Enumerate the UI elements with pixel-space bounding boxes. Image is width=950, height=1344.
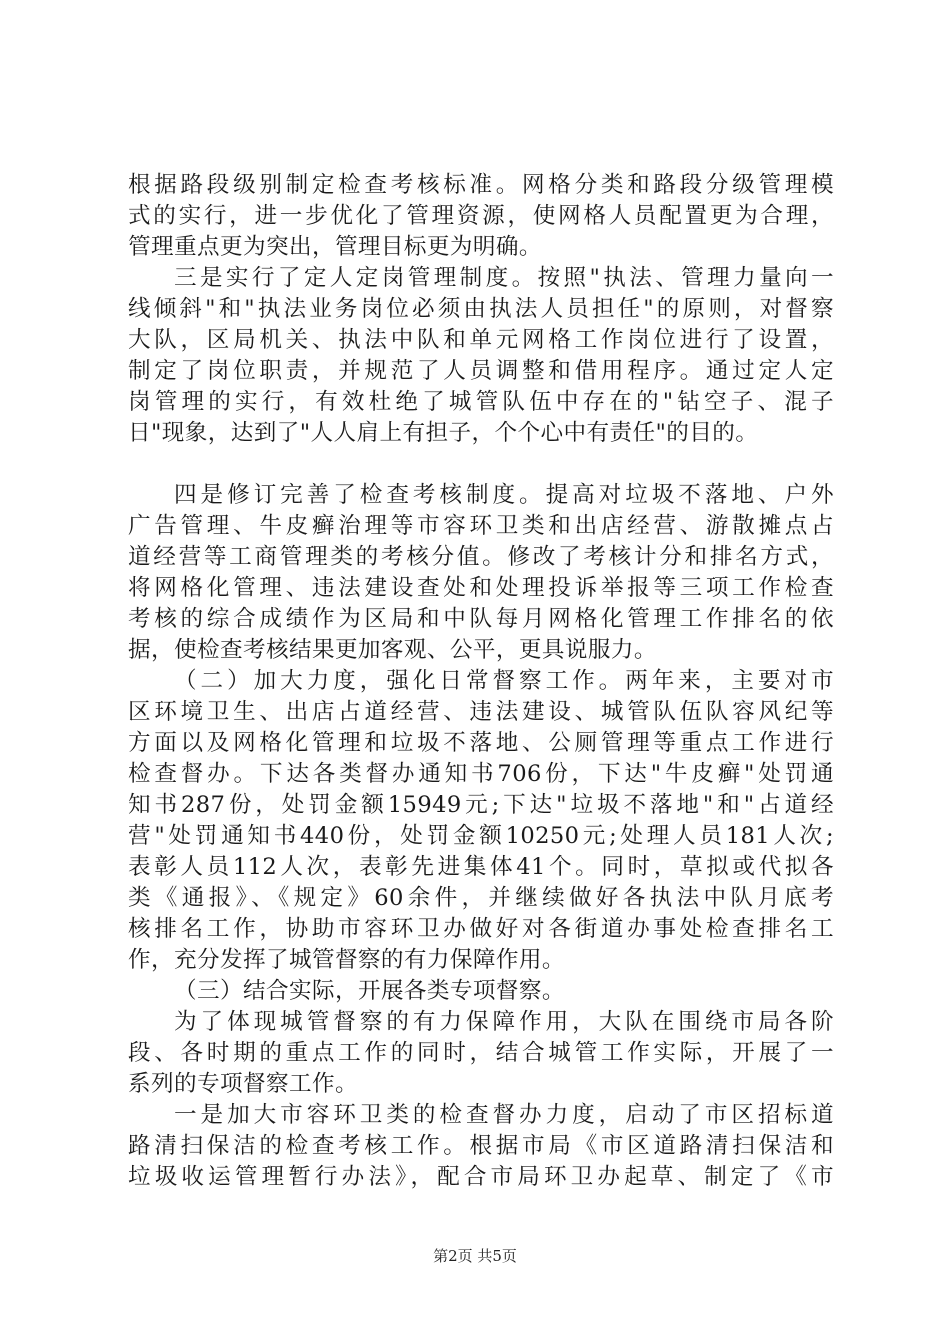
paragraph-gap [128, 449, 834, 480]
text-line: 知书287份，处罚金额15949元;下达"垃圾不落地"和"占道经 [128, 792, 834, 818]
text-line: 式的实行，进一步优化了管理资源，使网格人员配置更为合理， [128, 203, 834, 229]
text-line: 垃圾收运管理暂行办法》，配合市局环卫办起草、制定了《市 [128, 1164, 834, 1190]
text-line: 作，充分发挥了城管督察的有力保障作用。 [128, 947, 565, 973]
section-heading: （三）结合实际，开展各类专项督察。 [174, 978, 565, 1004]
text-line: 道经营等工商管理类的考核分值。修改了考核计分和排名方式， [128, 544, 834, 570]
text-line: 据，使检查考核结果更加客观、公平，更具说服力。 [128, 637, 657, 663]
text-line: 岗管理的实行，有效杜绝了城管队伍中存在的"钻空子、混子 [128, 389, 834, 415]
text-line: （二）加大力度，强化日常督察工作。两年来，主要对市 [174, 668, 834, 694]
page-number-footer: 第2页 共5页 [433, 1247, 517, 1265]
text-line: 制定了岗位职责，并规范了人员调整和借用程序。通过定人定 [128, 358, 834, 384]
text-line: 为了体现城管督察的有力保障作用，大队在围绕市局各阶 [174, 1009, 834, 1035]
text-line: 核排名工作，协助市容环卫办做好对各街道办事处检查排名工 [128, 916, 834, 942]
text-line: 检查督办。下达各类督办通知书706份，下达"牛皮癣"处罚通 [128, 761, 834, 787]
text-line: 系列的专项督察工作。 [128, 1071, 358, 1097]
text-line: 日"现象，达到了"人人肩上有担子，个个心中有责任"的目的。 [128, 420, 759, 446]
text-line: 表彰人员112人次，表彰先进集体41个。同时，草拟或代拟各 [128, 854, 834, 880]
document-body [128, 170, 834, 1193]
text-line: 路清扫保洁的检查考核工作。根据市局《市区道路清扫保洁和 [128, 1133, 834, 1159]
text-line: 考核的综合成绩作为区局和中队每月网格化管理工作排名的依 [128, 606, 834, 632]
text-line: 管理重点更为突出，管理目标更为明确。 [128, 234, 542, 260]
text-line: 方面以及网格化管理和垃圾不落地、公厕管理等重点工作进行 [128, 730, 834, 756]
text-line: 三是实行了定人定岗管理制度。按照"执法、管理力量向一 [174, 265, 834, 291]
text-line: 将网格化管理、违法建设查处和处理投诉举报等三项工作检查 [128, 575, 834, 601]
text-line: 营"处罚通知书440份，处罚金额10250元;处理人员181人次; [128, 823, 834, 849]
text-line: 段、各时期的重点工作的同时，结合城管工作实际，开展了一 [128, 1040, 834, 1066]
text-line: 四是修订完善了检查考核制度。提高对垃圾不落地、户外 [174, 482, 834, 508]
text-line: 根据路段级别制定检查考核标准。网格分类和路段分级管理模 [128, 172, 834, 198]
text-line: 线倾斜"和"执法业务岗位必须由执法人员担任"的原则，对督察 [128, 296, 834, 322]
text-line: 类《通报》、《规定》60余件，并继续做好各执法中队月底考 [128, 885, 834, 911]
text-line: 广告管理、牛皮癣治理等市容环卫类和出店经营、游散摊点占 [128, 513, 834, 539]
text-line: 区环境卫生、出店占道经营、违法建设、城管队伍队容风纪等 [128, 699, 834, 725]
text-line: 大队，区局机关、执法中队和单元网格工作岗位进行了设置， [128, 327, 834, 353]
text-line: 一是加大市容环卫类的检查督办力度，启动了市区招标道 [174, 1102, 834, 1128]
